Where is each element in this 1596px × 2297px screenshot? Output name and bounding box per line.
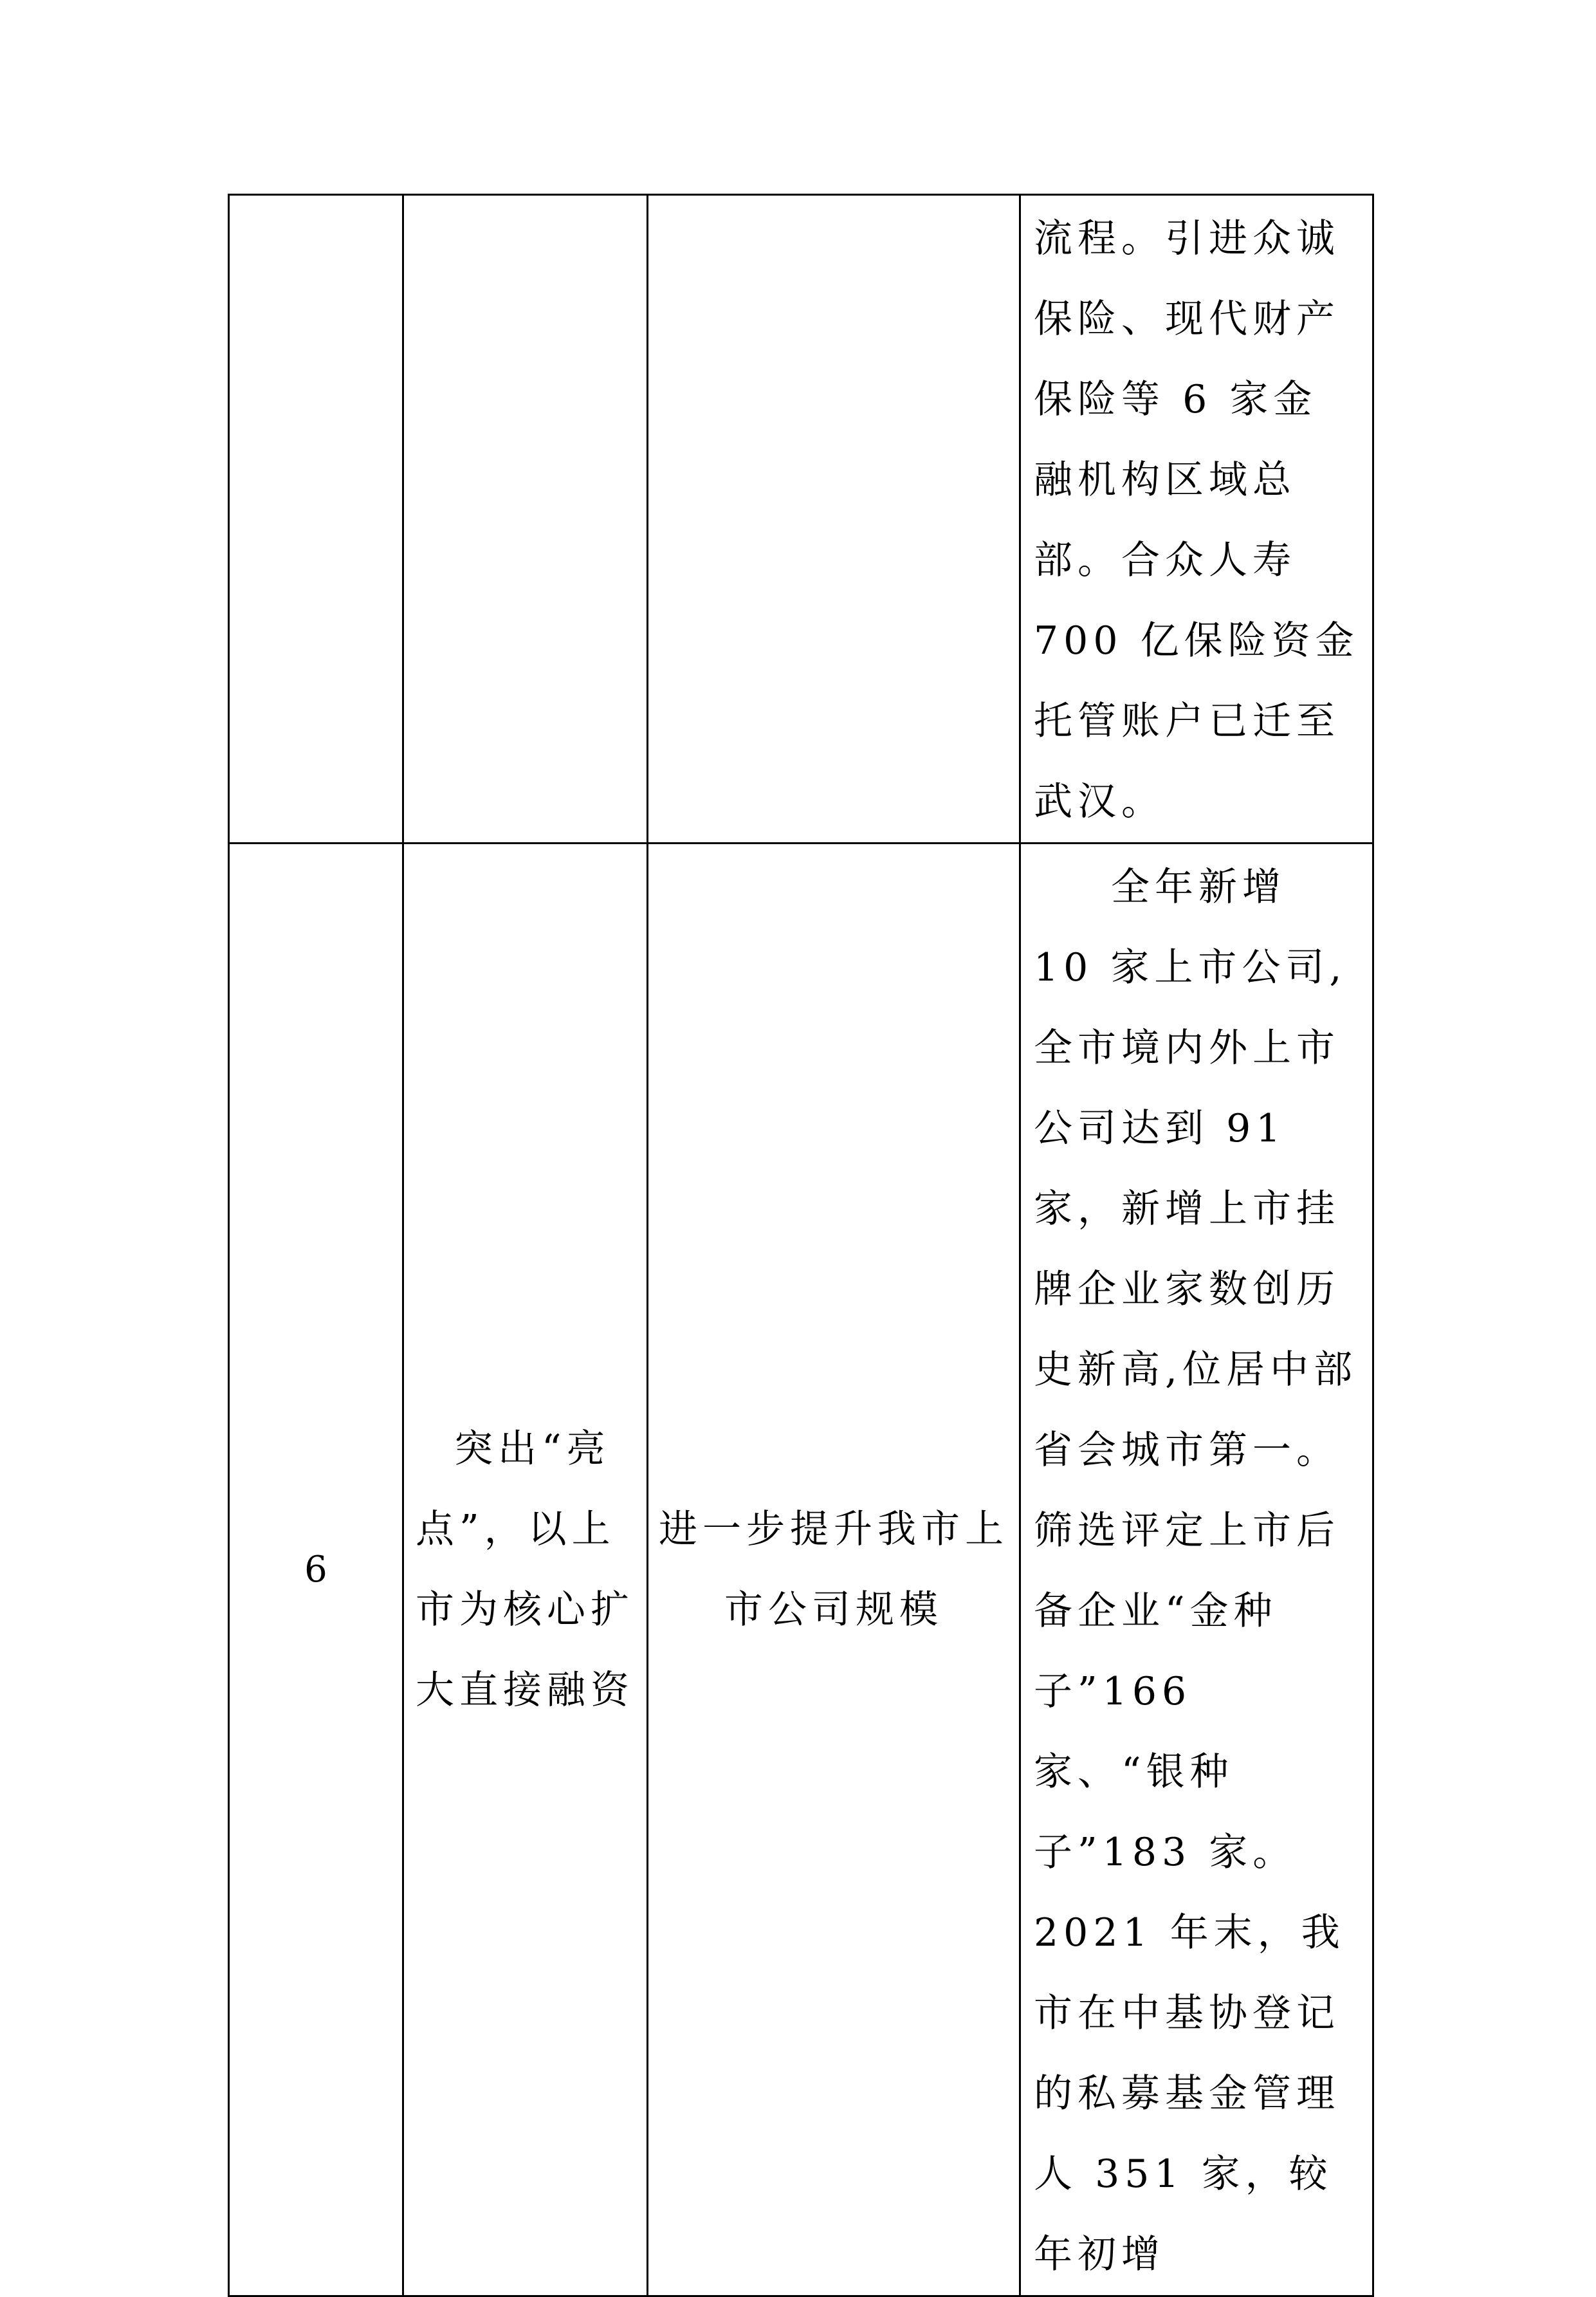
category-cell	[403, 195, 648, 844]
measure-text: 进一步提升我市上市公司规模	[659, 1506, 1009, 1632]
index-cell	[229, 844, 403, 2296]
detail-cell	[1020, 195, 1373, 844]
detail-text: 流程。引进众诚保险、现代财产保险等 6 家金融机构区域总部。合众人寿 700 亿保险资金托管账户已迁至武汉。	[1034, 216, 1359, 824]
table-row	[229, 844, 1373, 2296]
category-text: 突出“亮点”，以上市为核心扩大直接融资	[416, 1426, 634, 1713]
index-cell	[229, 195, 403, 844]
row-index: 6	[304, 1549, 327, 1591]
measures-table	[228, 194, 1374, 2297]
table-row	[229, 195, 1373, 844]
measure-cell	[648, 195, 1020, 844]
detail-cell	[1020, 844, 1373, 2296]
detail-text: 全年新增 10 家上市公司,全市境内外上市公司达到 91 家，新增上市挂牌企业家数创历史新高,位居中部省会城市第一。筛选评定上市后备企业“金种子”166 家、“银种子”183 家。2021 年末，我市在中基协登记的私募基金管理人 351 家，较年初增	[1034, 865, 1358, 2277]
category-cell	[403, 844, 648, 2296]
measure-cell	[648, 844, 1020, 2296]
